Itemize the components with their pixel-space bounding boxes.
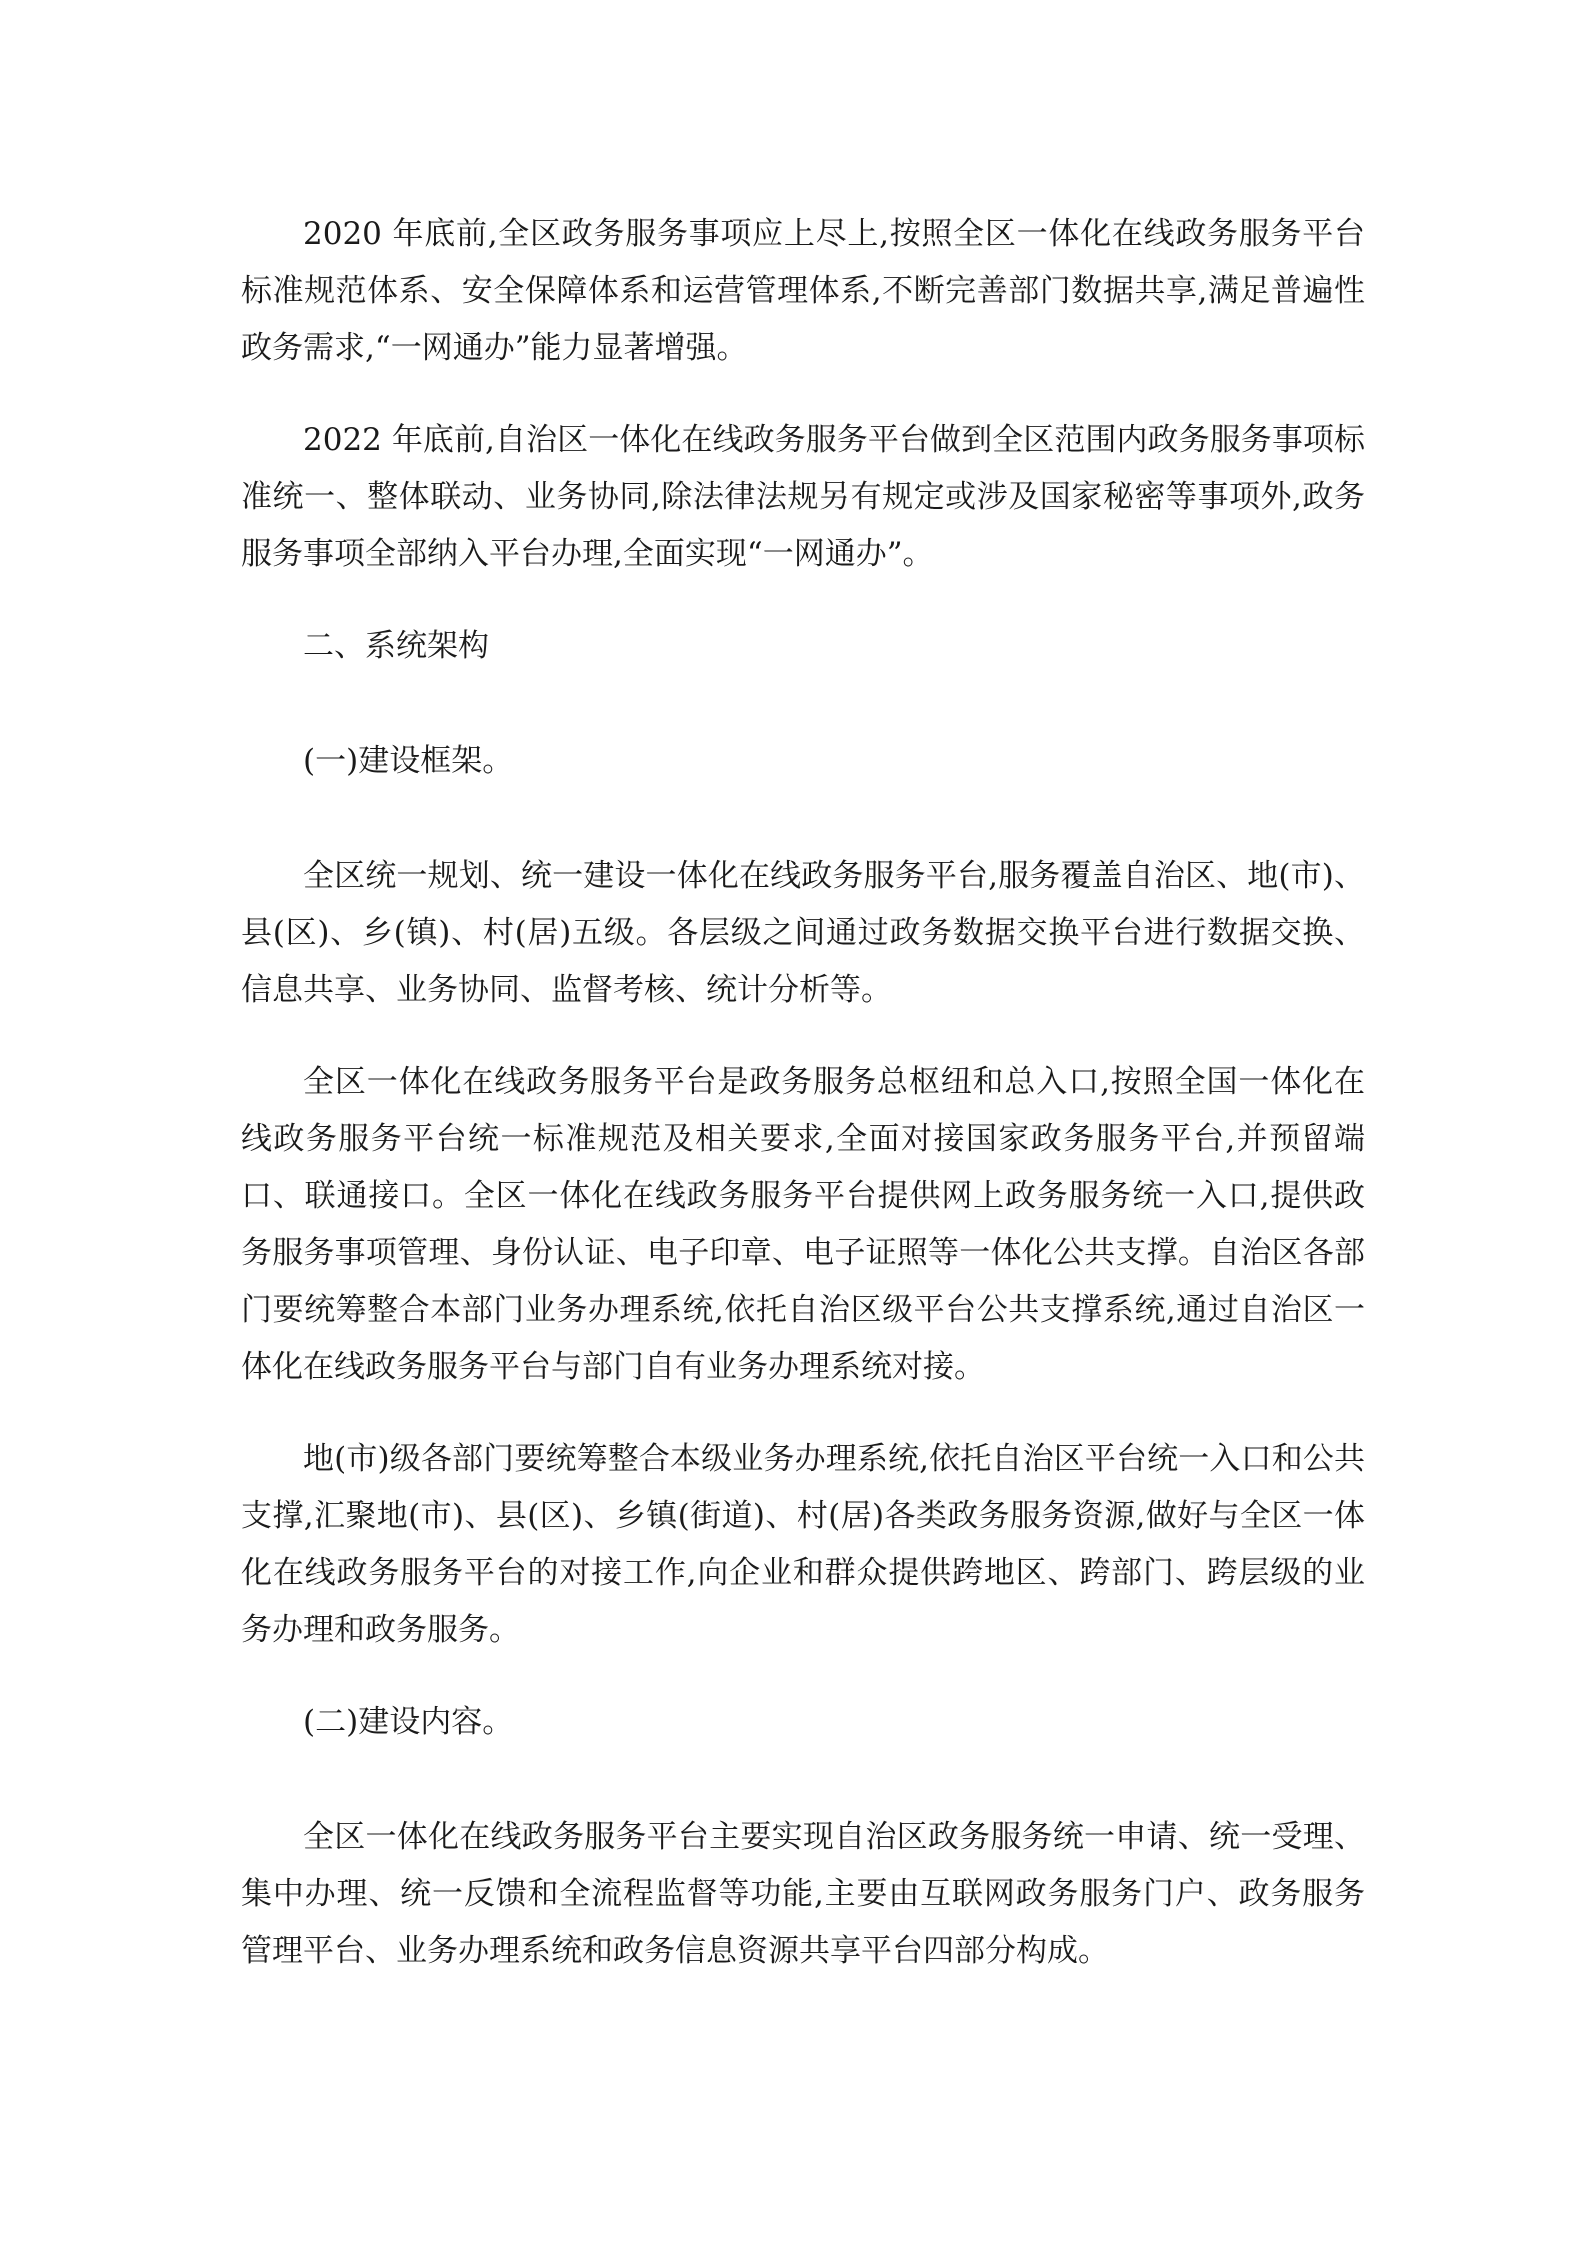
section-heading-system-architecture: 二、系统架构 — [303, 628, 489, 664]
subsection-heading-content: (二)建设内容。 — [303, 1704, 514, 1740]
paragraph-unified-planning: 全区统一规划、统一建设一体化在线政务服务平台,服务覆盖自治区、地(市)、县(区)、乡(镇)、村(居)五级。各层级之间通过政务数据交换平台进行数据交换、信息共享、业务协同、监督考核、统计分析等。 — [241, 858, 1365, 1008]
paragraph-platform-hub: 全区一体化在线政务服务平台是政务服务总枢纽和总入口,按照全国一体化在线政务服务平台统一标准规范及相关要求,全面对接国家政务服务平台,并预留端口、联通接口。全区一体化在线政务服务平台提供网上政务服务统一入口,提供政务服务事项管理、身份认证、电子印章、电子证照等一体化公共支撑。自治区各部门要统筹整合本部门业务办理系统,依托自治区级平台公共支撑系统,通过自治区一体化在线政务服务平台与部门自有业务办理系统对接。 — [241, 1064, 1365, 1385]
subsection-heading-framework: (一)建设框架。 — [303, 743, 514, 779]
paragraph-2022-goal: 2022 年底前,自治区一体化在线政务服务平台做到全区范围内政务服务事项标准统一、整体联动、业务协同,除法律法规另有规定或涉及国家秘密等事项外,政务服务事项全部纳入平台办理,全面实现“一网通办”。 — [241, 422, 1365, 572]
paragraph-2020-goal: 2020 年底前,全区政务服务事项应上尽上,按照全区一体化在线政务服务平台标准规范体系、安全保障体系和运营管理体系,不断完善部门数据共享,满足普遍性政务需求,“一网通办”能力显著增强。 — [241, 216, 1365, 366]
document-page — [241, 206, 1365, 2015]
paragraph-platform-functions: 全区一体化在线政务服务平台主要实现自治区政务服务统一申请、统一受理、集中办理、统一反馈和全流程监督等功能,主要由互联网政务服务门户、政务服务管理平台、业务办理系统和政务信息资源共享平台四部分构成。 — [241, 1819, 1365, 1969]
paragraph-prefecture-integration: 地(市)级各部门要统筹整合本级业务办理系统,依托自治区平台统一入口和公共支撑,汇聚地(市)、县(区)、乡镇(街道)、村(居)各类政务服务资源,做好与全区一体化在线政务服务平台的对接工作,向企业和群众提供跨地区、跨部门、跨层级的业务办理和政务服务。 — [241, 1441, 1365, 1648]
